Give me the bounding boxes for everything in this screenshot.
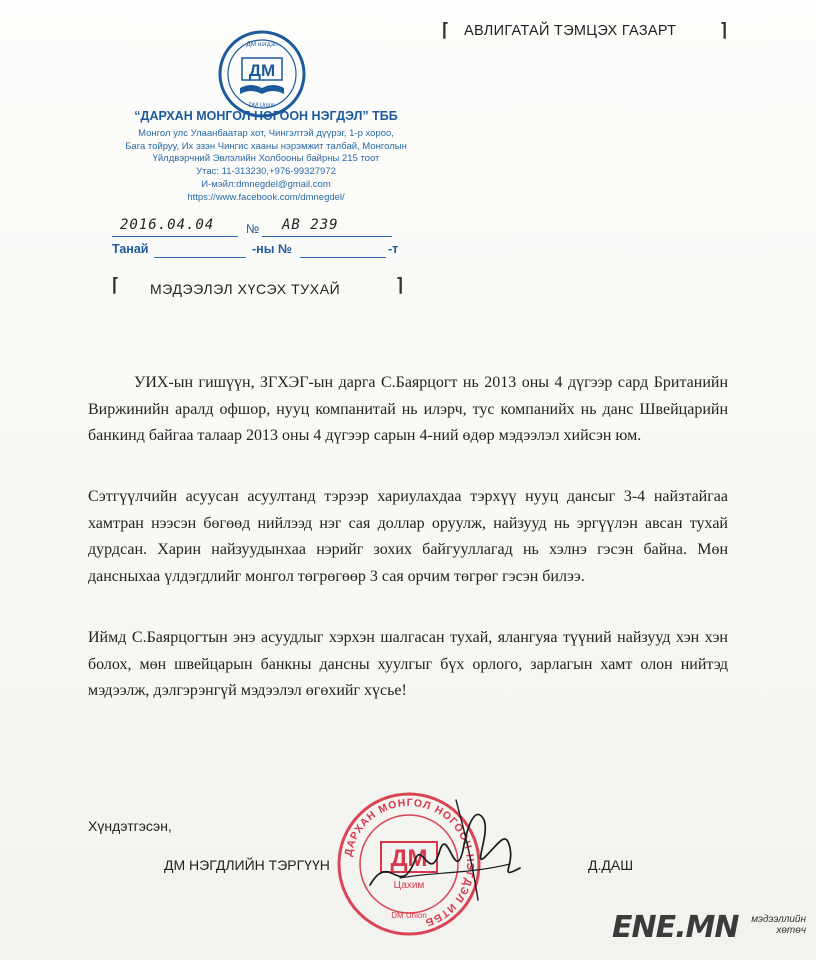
to-mid-label: -ны № — [252, 242, 292, 256]
stamp-ring-text: ДАРХАН МОНГОЛ НОГООН НЭГДЭЛ ИТББ — [342, 796, 477, 929]
address-line: Үйлдвэрчний Эвлэлийн Холбооны байрны 215 тоот — [152, 153, 380, 165]
paragraph: УИХ-ын гишүүн, ЗГХЭГ-ын дарга С.Баярцогт нь 2013 оны 4 дүгээр сард Британийн Виржинийн аралд офшор, нууц компанитай нь илэрч, тус компанийх нь данс Швейцарийн банкинд байгаа талаар 2013 оны 4 дүгээр сарын 4-ний өдөр мэдээлэл хийсэн юм. — [88, 374, 728, 444]
signer-name: Д.ДАШ — [588, 857, 634, 873]
watermark-logo: ENE.MN — [612, 910, 739, 945]
subject: МЭДЭЭЛЭЛ ХҮСЭХ ТУХАЙ — [150, 281, 341, 297]
facebook-line: https://www.facebook.com/dmnegdel/ — [187, 191, 345, 203]
org-address — [116, 128, 416, 204]
watermark-tagline: мэдээллийн хөтөч — [751, 914, 806, 936]
subject-bracket-right-icon: ⌉ — [396, 275, 404, 295]
logo-bottom-text: DM Union — [248, 103, 276, 109]
date-underline — [112, 236, 238, 237]
paragraph: Иймд С.Баярцогтын энэ асуудлыг хэрхэн шалгасан тухай, ялангуяа түүний найзууд хэн хэн болох, мөн швейцарын банкны дансны хуулгыг бүх орлого, зарлагын хамт олон нийтэд мэдээлж, дэлгэрэнгүй мэдээлэл өгөхийг хүсье! — [88, 629, 728, 699]
to-label: Танай — [112, 242, 149, 256]
closing: Хүндэтгэсэн, — [88, 818, 172, 834]
handwritten-signature — [360, 790, 530, 910]
ene-mn-watermark — [612, 910, 808, 946]
dm-union-logo — [218, 30, 306, 118]
stamp-lower-text: Цахим — [393, 880, 425, 891]
logo-ring-text: ДМ нэгдэл — [246, 41, 278, 48]
org-name: “ДАРХАН МОНГОЛ НОГООН НЭГДЭЛ” ТББ — [134, 109, 398, 123]
to-underline — [154, 257, 246, 258]
logo-text: ДМ — [248, 61, 276, 80]
stamp-bottom-text: DM Union — [391, 911, 427, 920]
number-underline — [262, 236, 392, 237]
paragraph: Сэтгүүлчийн асуусан асуултанд тэрээр хариулахдаа тэрхүү нууц дансыг 3-4 найзтайгаа хамтран нээсэн бөгөөд нийлээд нэг сая доллар оруулж, найзууд нь эргүүлэн авсан тухай дурдсан. Харин найзуудынхаа нэрийг зохих байгууллагад нь хэлнэ гэсэн байна. Мөн дансныхаа үлдэгдлийг монгол төгрөгөөр 3 сая орчим төгрөг гэсэн билээ. — [88, 488, 728, 585]
stamp-center-text: ДМ — [390, 845, 428, 872]
recipient: АВЛИГАТАЙ ТЭМЦЭХ ГАЗАРТ — [464, 23, 677, 39]
recipient-block — [442, 20, 732, 42]
address-line: Монгол улс Улаанбаатар хот, Чингэлтэй дүүрэг, 1-р хороо, — [138, 128, 394, 139]
bracket-left-icon: ⌈ — [442, 20, 450, 40]
email-line: И-мэйл:dmnegdel@gmail.com — [201, 178, 331, 190]
signer-title: ДМ НЭГДЛИЙН ТЭРГҮҮН — [164, 857, 330, 873]
to-number-underline — [300, 257, 386, 258]
to-end-label: -т — [388, 242, 399, 256]
handwritten-date: 2016.04.04 — [120, 217, 215, 233]
number-label: № — [246, 222, 260, 236]
phone-line: Утас: 11-313230,+976-99327972 — [196, 166, 336, 178]
handwritten-number: АВ 239 — [282, 217, 339, 233]
subject-bracket-left-icon: ⌈ — [112, 275, 120, 295]
bracket-right-icon: ⌉ — [720, 20, 728, 40]
address-line: Бага тойруу, Их эзэн Чингис хааны нэрэмжит талбай, Монголын — [125, 140, 407, 152]
